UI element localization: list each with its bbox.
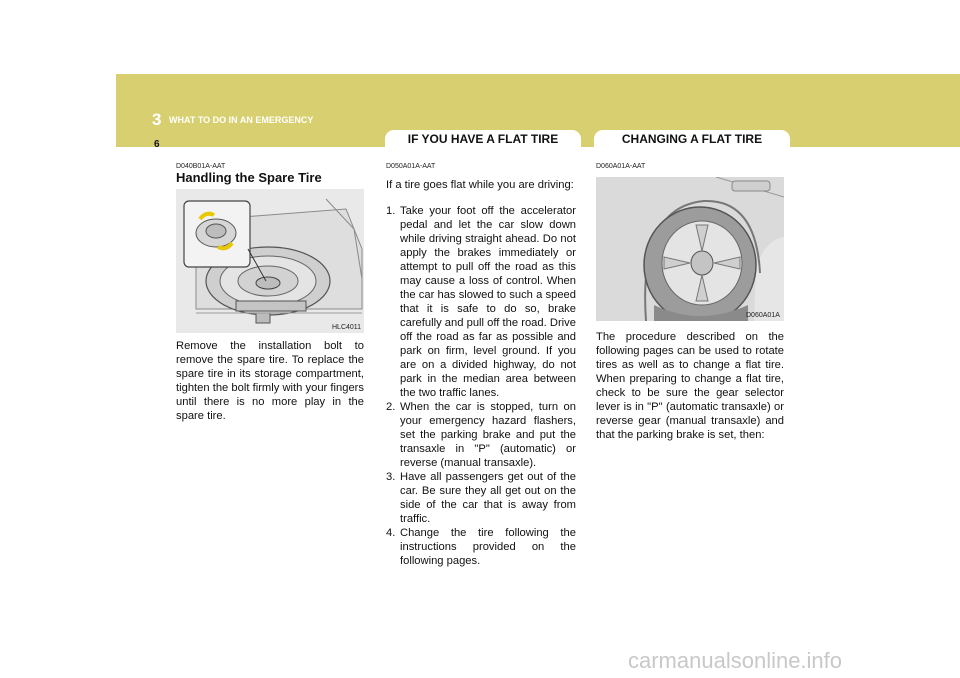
middle-section-code: D050A01A-AAT: [386, 163, 436, 170]
figure-label: HLC4011: [332, 324, 362, 331]
right-section-code: D060A01A-AAT: [596, 163, 646, 170]
step-number: 4.: [386, 527, 396, 539]
left-paragraph: Remove the installation bolt to remove the spare tire. To replace the spare tire in its storage compartment, tighten the bolt firmly with your fingers until there is no more play in the spare tire.: [176, 340, 364, 422]
step-text: Have all passengers get out of the car. Be sure they all get out on the side of the car that is away from traffic.: [400, 471, 576, 525]
chapter-number: 3: [152, 110, 162, 129]
tab-if-you-have-a-flat-tire: IF YOU HAVE A FLAT TIRE: [385, 130, 581, 147]
step-number: 3.: [386, 471, 396, 483]
flat-tire-figure: [596, 177, 784, 321]
tab-changing-a-flat-tire: CHANGING A FLAT TIRE: [594, 130, 790, 147]
step-number: 2.: [386, 401, 396, 413]
flat-tire-illustration: [596, 177, 784, 321]
list-item: [386, 204, 576, 400]
steps-list: [386, 204, 576, 568]
spare-tire-figure: [176, 189, 364, 333]
spare-tire-illustration: [176, 189, 364, 333]
right-paragraph: The procedure described on the following pages can be used to rotate tires as well as to change a flat tire. When preparing to change a flat tire, check to be sure the gear selector lever is in "P" (automatic transaxle) or reverse gear (manual transaxle) and that the parking brake is set, then:: [596, 331, 784, 441]
step-text: When the car is stopped, turn on your emergency hazard flashers, set the parking brake and put the transaxle in "P" (automatic) or reverse (manual transaxle).: [400, 401, 576, 469]
middle-intro: If a tire goes flat while you are driving:: [386, 179, 574, 191]
list-item: [386, 526, 576, 568]
step-number: 1.: [386, 205, 396, 217]
section-heading: Handling the Spare Tire: [176, 170, 322, 185]
step-text: Change the tire following the instructions provided on the following pages.: [400, 527, 576, 567]
left-section-code: D040B01A-AAT: [176, 163, 226, 170]
list-item: [386, 470, 576, 526]
watermark: carmanualsonline.info: [628, 648, 843, 673]
page-number: 6: [154, 139, 160, 150]
figure-label: D060A01A: [746, 312, 780, 319]
chapter-title: WHAT TO DO IN AN EMERGENCY: [169, 115, 314, 125]
step-text: Take your foot off the accelerator pedal and let the car slow down while driving straight ahead. Do not apply the brakes immediately or attempt to pull off the road as this may cause a loss of control. When the car has slowed to such a speed that it is safe to do so, brake carefully and pull off the road. Drive off the road as far as possible and park on firm, level ground. If you are on a divided highway, do not park in the median area between the two traffic lanes.: [400, 205, 576, 399]
list-item: [386, 400, 576, 470]
